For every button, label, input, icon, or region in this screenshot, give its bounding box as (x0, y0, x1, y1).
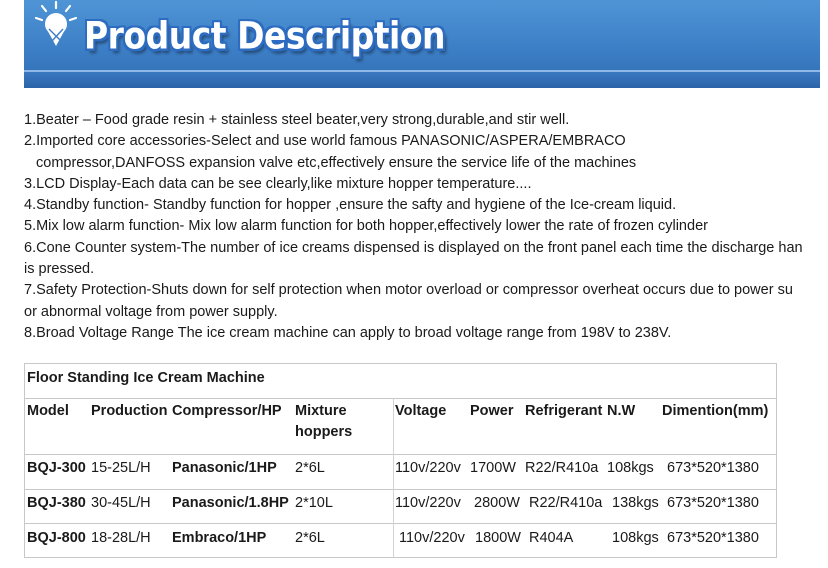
header-production: Production (91, 403, 168, 419)
table-caption: Floor Standing Ice Cream Machine (27, 370, 265, 386)
banner-title: Product Description (84, 14, 446, 58)
row1-voltage: 110v/220v (395, 460, 461, 476)
feature-item: compressor,DANFOSS expansion valve etc,effectively ensure the service life of the machines (36, 154, 637, 171)
feature-item: 1.Beater – Food grade resin + stainless steel beater,very strong,durable,and stir well. (24, 112, 570, 128)
header-refrigerant: Refrigerant (525, 403, 603, 419)
header-hoppers: hoppers (295, 424, 353, 440)
header-nw: N.W (607, 403, 636, 419)
banner (24, 0, 820, 88)
row2-compressor: Panasonic/1.8HP (172, 495, 289, 511)
header-model: Model (27, 403, 69, 419)
feature-item: 8.Broad Voltage Range The ice cream machine can apply to broad voltage range from 198V to 238V. (24, 324, 672, 341)
row-divider (25, 489, 776, 490)
row2-model: BQJ-380 (27, 495, 86, 511)
row-divider (25, 454, 776, 455)
feature-item: 6.Cone Counter system-The number of ice creams dispensed is displayed on the front panel each time the discharge han (24, 239, 803, 256)
header-dimension: Dimention(mm) (662, 403, 769, 419)
row3-production: 18-28L/H (91, 530, 151, 546)
feature-list (24, 110, 828, 344)
row-divider (25, 523, 776, 524)
row2-nw: 138kgs (612, 495, 659, 511)
row2-mixture: 2*10L (295, 495, 333, 511)
row1-power: 1700W (470, 460, 516, 476)
row-divider (25, 398, 776, 399)
spec-table (24, 363, 777, 558)
feature-item: 7.Safety Protection-Shuts down for self protection when motor overload or compressor overheat occurs due to power su (24, 282, 793, 299)
row3-dimension: 673*520*1380 (667, 530, 759, 546)
column-divider (393, 398, 394, 557)
row2-power: 2800W (474, 495, 520, 511)
feature-item: 3.LCD Display-Each data can be see clearly,like mixture hopper temperature.... (24, 175, 532, 192)
feature-item: 2.Imported core accessories-Select and use world famous PANASONIC/ASPERA/EMBRACO (24, 133, 626, 150)
row1-compressor: Panasonic/1HP (172, 460, 277, 476)
row3-nw: 108kgs (612, 530, 659, 546)
row2-production: 30-45L/H (91, 495, 151, 511)
row3-power: 1800W (475, 530, 521, 546)
row2-refrigerant: R22/R410a (529, 495, 603, 511)
row1-production: 15-25L/H (91, 460, 151, 476)
row2-dimension: 673*520*1380 (667, 495, 759, 511)
row3-compressor: Embraco/1HP (172, 530, 267, 546)
header-voltage: Voltage (395, 403, 447, 419)
row1-dimension: 673*520*1380 (667, 460, 759, 476)
row3-model: BQJ-800 (27, 530, 86, 546)
header-power: Power (470, 403, 514, 419)
ice-cream-sun-icon (28, 0, 84, 52)
row3-voltage: 110v/220v (399, 530, 465, 546)
header-mixture: Mixture (295, 403, 347, 419)
row1-model: BQJ-300 (27, 460, 86, 476)
row2-voltage: 110v/220v (395, 495, 461, 511)
header-compressor: Compressor/HP (172, 403, 282, 419)
row1-refrigerant: R22/R410a (525, 460, 599, 476)
feature-item: 5.Mix low alarm function- Mix low alarm function for both hopper,effectively lower the rate of frozen cylinder (24, 218, 708, 235)
row1-nw: 108kgs (607, 460, 654, 476)
feature-item: or abnormal voltage from power supply. (24, 303, 278, 320)
feature-item: 4.Standby function- Standby function for hopper ,ensure the safty and hygiene of the Ice-cream liquid. (24, 197, 677, 214)
feature-item: is pressed. (24, 261, 95, 278)
row3-refrigerant: R404A (529, 530, 574, 546)
row1-mixture: 2*6L (295, 460, 325, 476)
row3-mixture: 2*6L (295, 530, 325, 546)
